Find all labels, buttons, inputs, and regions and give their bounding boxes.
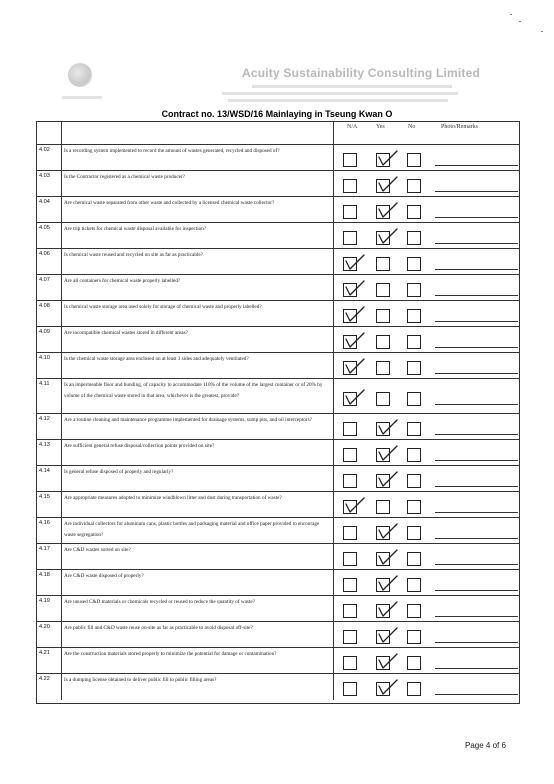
company-name: Acuity Sustainability Consulting Limited (242, 66, 481, 80)
logo-caption (62, 96, 102, 99)
checkbox-no[interactable] (407, 179, 421, 193)
checklist-row (37, 379, 519, 414)
checklist-row (37, 327, 519, 353)
column-header-na: N/A (347, 124, 358, 130)
checkbox-no[interactable] (407, 392, 421, 406)
checkbox-no[interactable] (407, 682, 421, 696)
column-divider (333, 414, 334, 439)
item-question: Are incompatible chemical wastes stored in different areas? (64, 330, 188, 336)
column-divider (61, 353, 62, 378)
check-mark-icon (344, 306, 366, 322)
checklist-row (37, 674, 519, 700)
checklist-row (37, 301, 519, 327)
column-divider (333, 171, 334, 196)
column-header-yes: Yes (376, 124, 385, 130)
column-divider (61, 674, 62, 700)
column-divider (333, 275, 334, 300)
checklist-row (37, 648, 519, 674)
checklist-row (37, 440, 519, 466)
check-mark-icon (377, 445, 399, 461)
checkbox-no[interactable] (407, 552, 421, 566)
checkbox-na[interactable] (343, 552, 357, 566)
check-mark-icon (344, 389, 366, 405)
column-divider (61, 544, 62, 569)
column-divider (333, 122, 334, 144)
checkbox-na[interactable] (343, 578, 357, 592)
column-divider (61, 648, 62, 673)
item-question: Are all containers for chemical waste properly labelled? (64, 278, 181, 284)
remarks-line[interactable] (435, 243, 518, 244)
column-divider (61, 223, 62, 248)
column-divider (61, 327, 62, 352)
item-question: Are chemical waste separated from other waste and collected by a licensed chemical waste collector? (64, 200, 275, 206)
checklist-row (37, 466, 519, 492)
checkbox-na[interactable] (343, 682, 357, 696)
checkbox-no[interactable] (407, 231, 421, 245)
remarks-line[interactable] (435, 269, 518, 270)
column-divider (333, 518, 334, 543)
checklist-row (37, 596, 519, 622)
remarks-line[interactable] (435, 295, 518, 296)
checkbox-na[interactable] (343, 153, 357, 167)
item-question: Is the Contractor registered as a chemical waste producer? (64, 174, 185, 180)
company-address-line (228, 99, 448, 102)
check-mark-icon (344, 358, 366, 374)
scan-speck (510, 14, 512, 15)
item-number: 4.08 (39, 303, 50, 309)
item-number: 4.09 (39, 329, 50, 335)
checkbox-na[interactable] (343, 474, 357, 488)
item-question: Is general refuse disposed of properly and regularly? (64, 469, 174, 475)
checklist-row (37, 275, 519, 301)
checklist-row (37, 518, 519, 544)
column-divider (61, 171, 62, 196)
check-mark-icon (377, 549, 399, 565)
checkbox-no[interactable] (407, 309, 421, 323)
item-question: Are individual collectors for aluminum cans, plastic bottles and packaging material and office paper provided to encourage waste segregation? (64, 521, 320, 538)
column-header-no: No (408, 124, 416, 130)
checklist-row (37, 223, 519, 249)
column-divider (61, 414, 62, 439)
company-address-line (222, 92, 458, 95)
item-number: 4.02 (39, 147, 50, 153)
checklist-row (37, 492, 519, 518)
column-divider (333, 301, 334, 326)
check-mark-icon (344, 280, 366, 296)
remarks-line[interactable] (435, 460, 518, 461)
checkbox-na[interactable] (343, 205, 357, 219)
column-divider (333, 622, 334, 647)
remarks-line[interactable] (435, 347, 518, 348)
item-number: 4.12 (39, 416, 50, 422)
checkbox-no[interactable] (407, 257, 421, 271)
item-number: 4.19 (39, 598, 50, 604)
item-question: Are C&D wastes sorted on site? (64, 547, 131, 553)
remarks-line[interactable] (435, 512, 518, 513)
remarks-line[interactable] (435, 165, 518, 166)
remarks-line[interactable] (435, 668, 518, 669)
column-divider (333, 674, 334, 700)
remarks-line[interactable] (435, 191, 518, 192)
check-mark-icon (377, 176, 399, 192)
checkbox-no[interactable] (407, 604, 421, 618)
column-divider (61, 145, 62, 170)
item-number: 4.03 (39, 173, 50, 179)
remarks-line[interactable] (435, 538, 518, 539)
contract-title: Contract no. 13/WSD/16 Mainlaying in Tseung Kwan O (161, 109, 393, 119)
checkbox-yes[interactable] (376, 335, 390, 349)
item-question: Is a recording system implemented to record the amount of wastes generated, recycled and disposed of? (64, 148, 280, 154)
item-question: Is the chemical waste storage area enclosed on at least 3 sides and adequately ventilated? (64, 356, 249, 362)
check-mark-icon (377, 679, 399, 695)
column-header-remarks: Photo/Remarks (441, 124, 478, 130)
column-divider (333, 440, 334, 465)
column-divider (61, 466, 62, 491)
item-question: Is chemical waste storage area used solely for storage of chemical waste and properly labelled? (64, 304, 262, 310)
column-divider (61, 301, 62, 326)
checkbox-na[interactable] (343, 448, 357, 462)
checkbox-no[interactable] (407, 500, 421, 514)
remarks-line[interactable] (435, 694, 518, 695)
checkbox-na[interactable] (343, 179, 357, 193)
check-mark-icon (344, 497, 366, 513)
check-mark-icon (377, 471, 399, 487)
remarks-line[interactable] (435, 373, 518, 374)
column-divider (61, 622, 62, 647)
item-question: Are sufficient general refuse disposal/collection points provided on site? (64, 443, 215, 449)
column-divider (61, 122, 62, 144)
remarks-line[interactable] (435, 404, 518, 405)
item-number: 4.17 (39, 546, 50, 552)
check-mark-icon (344, 254, 366, 270)
checkbox-no[interactable] (407, 205, 421, 219)
column-divider (333, 570, 334, 595)
item-number: 4.13 (39, 442, 50, 448)
column-divider (333, 596, 334, 621)
checkbox-no[interactable] (407, 630, 421, 644)
checkbox-no[interactable] (407, 578, 421, 592)
checklist-row (37, 249, 519, 275)
item-number: 4.11 (39, 381, 50, 387)
company-logo (68, 63, 92, 87)
page-number: Page 4 of 6 (465, 741, 506, 750)
item-number: 4.10 (39, 355, 50, 361)
check-mark-icon (377, 523, 399, 539)
check-mark-icon (377, 202, 399, 218)
item-question: Are unused C&D materials or chemicals recycled or reused to reduce the quantity of waste? (64, 599, 256, 605)
column-divider (61, 518, 62, 543)
scan-speck (519, 21, 521, 22)
item-number: 4.22 (39, 676, 50, 682)
checkbox-yes[interactable] (376, 500, 390, 514)
checkbox-no[interactable] (407, 656, 421, 670)
column-divider (61, 249, 62, 274)
column-divider (61, 275, 62, 300)
item-number: 4.15 (39, 494, 50, 500)
column-divider (61, 492, 62, 517)
company-address-line (252, 85, 452, 88)
item-question: Are C&D waste disposed of properly? (64, 573, 144, 579)
column-divider (333, 544, 334, 569)
check-mark-icon (377, 419, 399, 435)
remarks-line[interactable] (435, 616, 518, 617)
checkbox-no[interactable] (407, 474, 421, 488)
item-question: Are public fill and C&D waste reuse on-site as far as practicable to avoid disposal off-site? (64, 625, 253, 631)
checklist-row (37, 197, 519, 223)
column-divider (333, 466, 334, 491)
checkbox-yes[interactable] (376, 392, 390, 406)
column-divider (333, 353, 334, 378)
column-divider (61, 379, 62, 413)
checklist-row (37, 171, 519, 197)
remarks-line[interactable] (435, 486, 518, 487)
item-number: 4.14 (39, 468, 50, 474)
checkbox-no[interactable] (407, 526, 421, 540)
check-mark-icon (377, 601, 399, 617)
item-number: 4.20 (39, 624, 50, 630)
checkbox-yes[interactable] (376, 283, 390, 297)
check-mark-icon (377, 653, 399, 669)
item-number: 4.21 (39, 650, 50, 656)
column-divider (61, 596, 62, 621)
item-question: Is a dumping license obtained to deliver public fill to public filling areas? (64, 677, 217, 683)
check-mark-icon (344, 332, 366, 348)
item-number: 4.07 (39, 277, 50, 283)
check-mark-icon (377, 575, 399, 591)
item-number: 4.05 (39, 225, 50, 231)
checkbox-no[interactable] (407, 153, 421, 167)
column-divider (61, 440, 62, 465)
remarks-line[interactable] (435, 217, 518, 218)
remarks-line[interactable] (435, 321, 518, 322)
column-divider (61, 197, 62, 222)
checkbox-no[interactable] (407, 283, 421, 297)
remarks-line[interactable] (435, 564, 518, 565)
item-number: 4.16 (39, 520, 50, 526)
item-question: Are the construction materials stored properly to minimize the potential for damage or contamination? (64, 651, 277, 657)
remarks-line[interactable] (435, 642, 518, 643)
checklist-row (37, 570, 519, 596)
column-divider (333, 379, 334, 413)
checklist-row (37, 622, 519, 648)
column-divider (61, 570, 62, 595)
item-question: Are trip tickets for chemical waste disposal available for inspection? (64, 226, 207, 232)
column-divider (333, 145, 334, 170)
check-mark-icon (377, 627, 399, 643)
checklist-row (37, 414, 519, 440)
checkbox-na[interactable] (343, 604, 357, 618)
scan-speck (541, 31, 543, 32)
item-number: 4.18 (39, 572, 50, 578)
item-number: 4.06 (39, 251, 50, 257)
checkbox-no[interactable] (407, 448, 421, 462)
check-mark-icon (377, 228, 399, 244)
checkbox-na[interactable] (343, 630, 357, 644)
item-number: 4.04 (39, 199, 50, 205)
item-question: Is chemical waste reused and recycled on site as far as practicable? (64, 252, 203, 258)
checklist-row (37, 353, 519, 379)
remarks-line[interactable] (435, 434, 518, 435)
column-divider (333, 492, 334, 517)
column-divider (333, 327, 334, 352)
checkbox-no[interactable] (407, 361, 421, 375)
table-header (37, 122, 519, 145)
remarks-line[interactable] (435, 590, 518, 591)
checkbox-na[interactable] (343, 422, 357, 436)
column-divider (333, 197, 334, 222)
item-question: Is an impermeable floor and bunding, of capacity to accommodate 110% of the volume of the largest container or of 20% by volume of the chemical waste stored in that area, whichever is the greatest, provide? (64, 382, 323, 399)
column-divider (333, 223, 334, 248)
checkbox-no[interactable] (407, 422, 421, 436)
checkbox-na[interactable] (343, 231, 357, 245)
checkbox-no[interactable] (407, 335, 421, 349)
column-divider (333, 648, 334, 673)
checkbox-yes[interactable] (376, 257, 390, 271)
checkbox-yes[interactable] (376, 361, 390, 375)
checklist-row (37, 544, 519, 570)
checklist-row (37, 145, 519, 171)
check-mark-icon (377, 150, 399, 166)
column-divider (333, 249, 334, 274)
checkbox-na[interactable] (343, 656, 357, 670)
checkbox-na[interactable] (343, 526, 357, 540)
item-question: Are a routine cleaning and maintenance programme implemented for drainage systems, sump pits, and oil interceptors? (64, 417, 312, 423)
checklist-table (36, 121, 520, 704)
item-question: Are appropriate measures adopted to minimize windblown litter and dust during transportation of waste? (64, 495, 282, 501)
checkbox-yes[interactable] (376, 309, 390, 323)
